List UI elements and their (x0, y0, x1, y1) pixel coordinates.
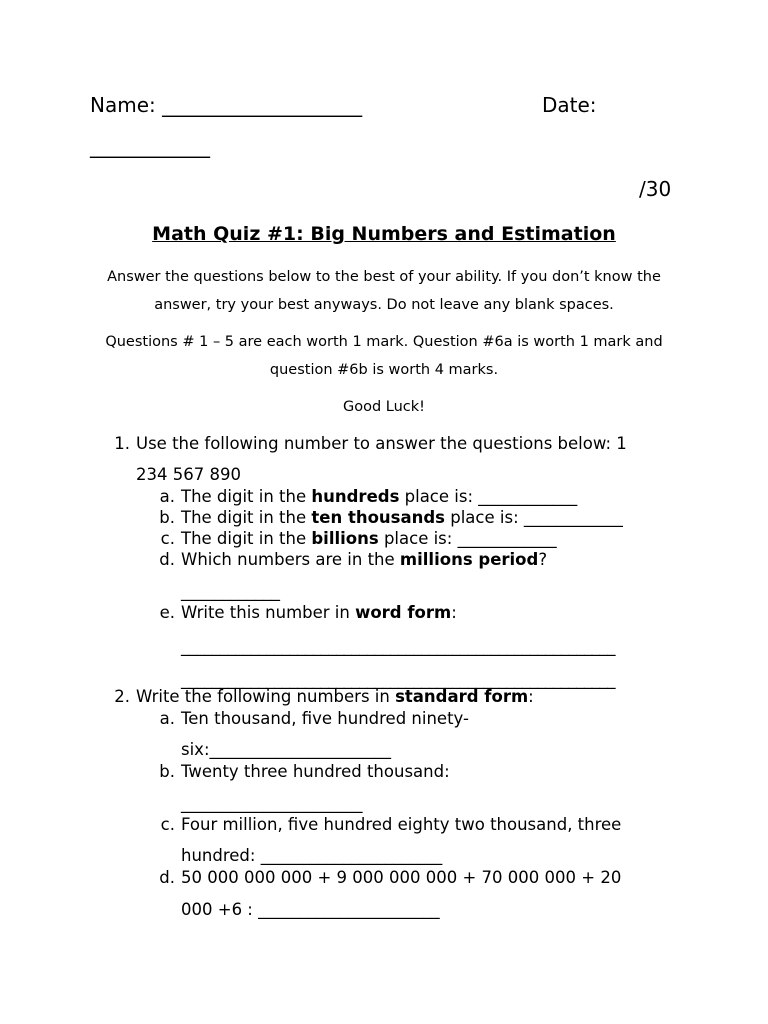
item-letter: a. (159, 487, 175, 506)
item-letter: c. (160, 529, 175, 548)
date-field-line: ____________ (90, 134, 210, 158)
question-number: 1. (114, 434, 130, 453)
question-2d: 50 000 000 000 + 9 000 000 000 + 70 000 000 + 20 (181, 868, 622, 887)
question-2c-cont: hundred: ______________________ (181, 846, 443, 865)
answer-line: ________________________________________________________ (181, 637, 615, 656)
question-2b-cont: ______________________ (181, 794, 363, 813)
question-2a-cont: six:______________________ (181, 740, 392, 759)
page-title: Math Quiz #1: Big Numbers and Estimation (152, 223, 616, 245)
question-1b: The digit in the ten thousands place is: ____________ (181, 508, 623, 527)
question-text: Write the following numbers in standard form: (136, 687, 534, 706)
question-number: 2. (114, 687, 130, 706)
name-field-label: Name: ____________________ (90, 93, 363, 117)
answer-line: ____________ (181, 582, 280, 601)
question-2b: Twenty three hundred thousand: (181, 762, 450, 781)
instructions-paragraph: Answer the questions below to the best of your ability. If you don’t know the answer, try your best anyways. Do not leave any blank spaces. (107, 269, 661, 313)
item-letter: c. (160, 815, 175, 834)
answer-line: ________________________________________________________ (181, 670, 615, 689)
date-field-label: Date: (542, 93, 597, 117)
question-text: Use the following number to answer the questions below: 1 (136, 434, 627, 453)
marks-paragraph: Questions # 1 – 5 are each worth 1 mark. Question #6a is worth 1 mark and question #6b is worth 4 marks. (105, 334, 663, 378)
question-2d-cont: 000 +6 : ______________________ (181, 900, 440, 919)
item-letter: e. (159, 603, 175, 622)
question-1e: Write this number in word form: (181, 603, 457, 622)
item-letter: d. (159, 868, 175, 887)
item-letter: d. (159, 550, 175, 569)
total-score: /30 (639, 177, 672, 201)
question-text-cont: 234 567 890 (136, 465, 241, 484)
question-1c: The digit in the billions place is: ____________ (181, 529, 557, 548)
question-2a: Ten thousand, five hundred ninety- (181, 709, 469, 728)
item-letter: a. (159, 709, 175, 728)
question-1a: The digit in the hundreds place is: ____________ (181, 487, 578, 506)
good-luck-text: Good Luck! (343, 399, 425, 415)
question-1d: Which numbers are in the millions period? (181, 550, 548, 569)
item-letter: b. (159, 762, 175, 781)
question-2c: Four million, five hundred eighty two thousand, three (181, 815, 622, 834)
item-letter: b. (159, 508, 175, 527)
